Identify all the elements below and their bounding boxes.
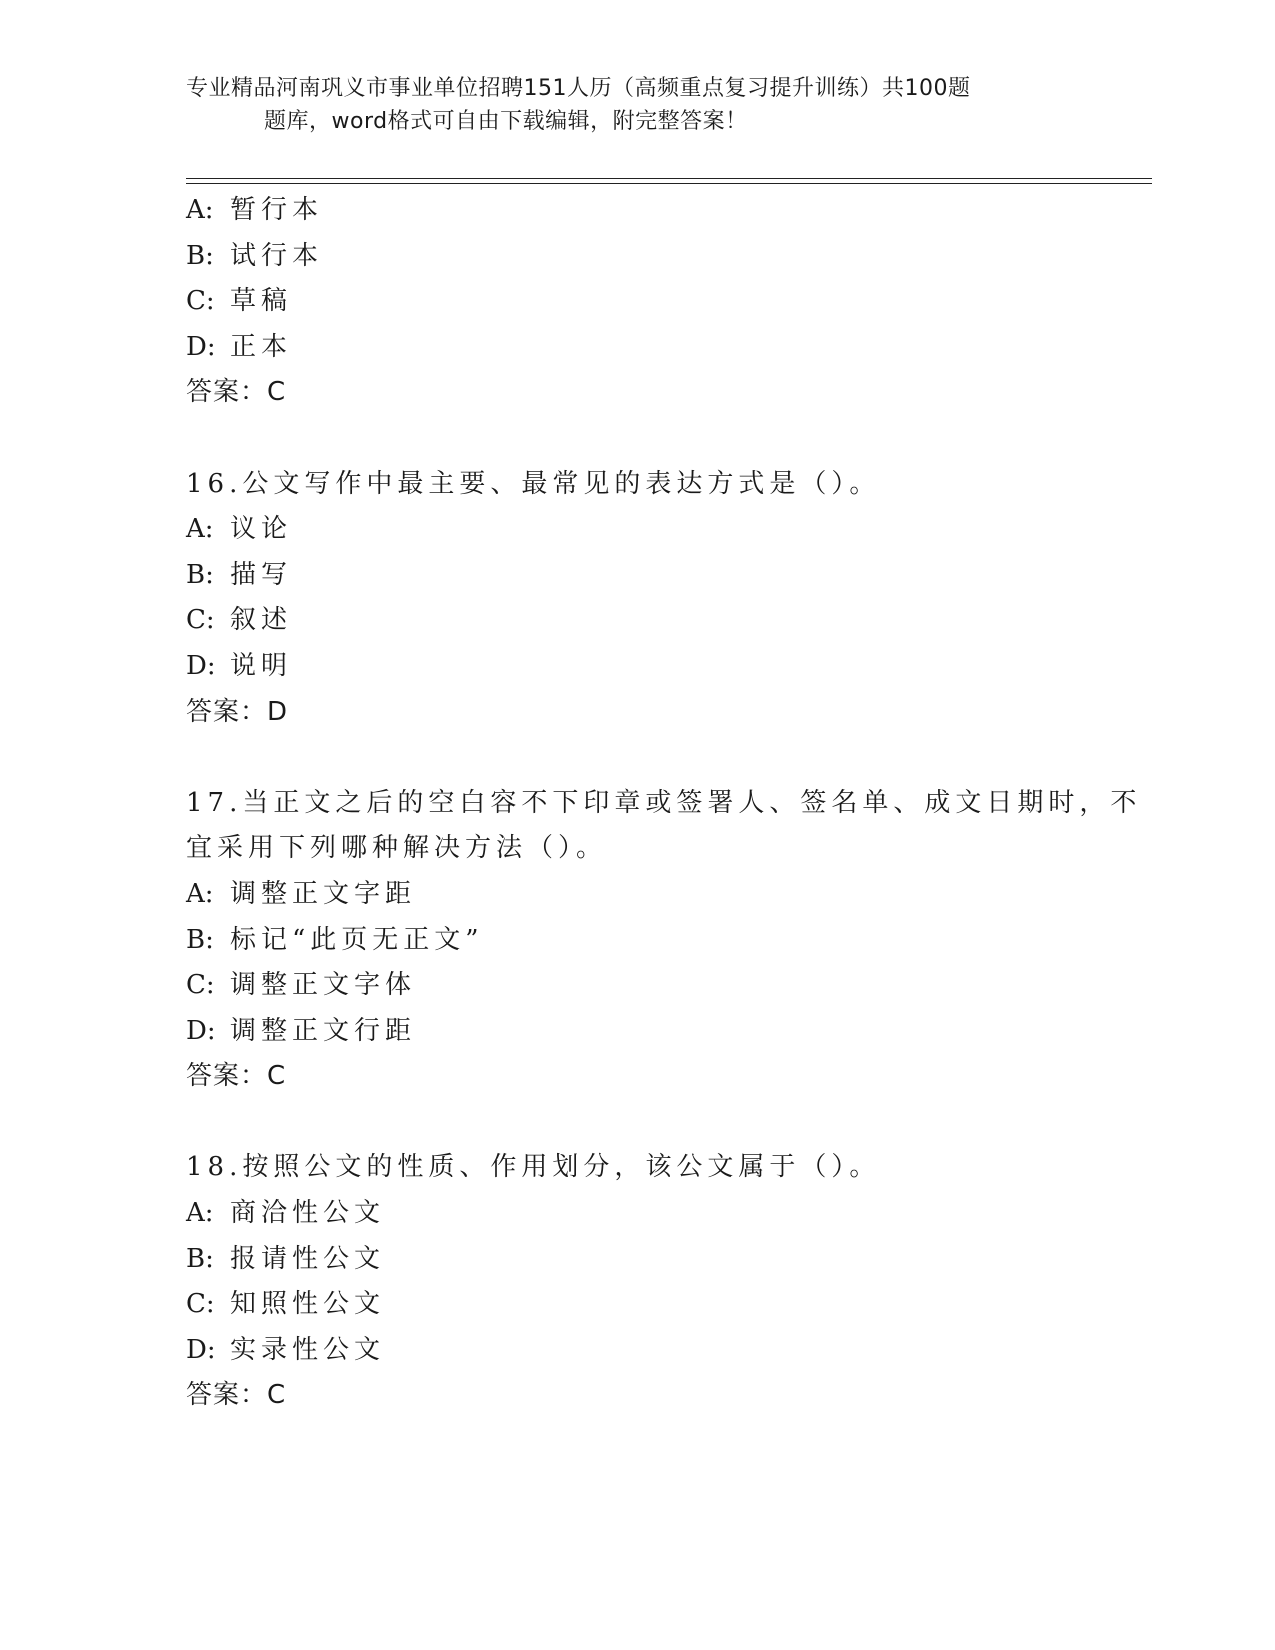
spacer (186, 1100, 1136, 1146)
option-label: A: (186, 195, 214, 225)
question-stem: 18.按照公文的性质、作用划分，该公文属于（）。 (186, 1152, 881, 1183)
option-text: 说明 (230, 650, 293, 681)
option-c (186, 598, 1136, 644)
option-d (186, 644, 1136, 690)
option-a (186, 1191, 1136, 1237)
header-rule-top (186, 178, 1152, 179)
question-stem: 17.当正文之后的空白容不下印章或签署人、签名单、成文日期时，不 (186, 787, 1142, 818)
option-text: 草稿 (230, 286, 293, 317)
option-text: 叙述 (230, 605, 293, 636)
option-label: D: (186, 1015, 216, 1046)
option-b (186, 1237, 1136, 1283)
option-label: C: (186, 970, 215, 1001)
option-b (186, 553, 1136, 599)
option-label: D: (186, 650, 216, 681)
option-text: 调整正文行距 (230, 1015, 417, 1046)
header-title-line-1: 专业精品河南巩义市事业单位招聘151人历（高频重点复习提升训练）共100题 (186, 76, 971, 101)
option-text: 报请性公文 (230, 1243, 386, 1274)
spacer (186, 416, 1136, 462)
option-label: B: (186, 559, 214, 590)
option-text: 实录性公文 (230, 1334, 386, 1365)
document-header (186, 72, 1076, 138)
option-text: 知照性公文 (230, 1289, 386, 1320)
option-text: 正本 (230, 331, 293, 362)
option-label: B: (186, 240, 214, 271)
option-label: C: (186, 1289, 215, 1320)
option-text: 描写 (230, 559, 293, 590)
spacer (186, 735, 1136, 781)
option-text: 试行本 (230, 240, 324, 271)
option-a (186, 188, 1136, 234)
question-stem: 16.公文写作中最主要、最常见的表达方式是（）。 (186, 468, 881, 499)
option-d (186, 1009, 1136, 1055)
option-label: C: (186, 286, 215, 317)
question-17 (186, 781, 1142, 1100)
question-18 (186, 1145, 1136, 1419)
answer-line: 答案：D (186, 696, 289, 727)
option-text: 商洽性公文 (230, 1198, 386, 1229)
option-c (186, 963, 1136, 1009)
option-label: A: (186, 878, 214, 909)
question-content (186, 188, 1142, 1419)
continued-question (186, 188, 1136, 416)
option-a (186, 872, 1136, 918)
header-title-line-2: 题库，word格式可自由下载编辑，附完整答案！ (264, 109, 748, 134)
option-b (186, 918, 1136, 964)
option-label: B: (186, 1243, 214, 1274)
answer-line: 答案：C (186, 1380, 287, 1411)
option-text: 调整正文字距 (230, 878, 417, 909)
option-text: 标记“此页无正文” (230, 924, 484, 955)
question-16 (186, 462, 1136, 736)
option-d (186, 325, 1136, 371)
option-c (186, 1282, 1136, 1328)
option-label: A: (186, 514, 214, 545)
option-label: C: (186, 605, 215, 636)
question-stem-continued: 宜采用下列哪种解决方法（）。 (186, 833, 608, 864)
option-label: D: (186, 1334, 216, 1365)
option-label: A: (186, 1198, 214, 1229)
answer-line: 答案：C (186, 377, 287, 408)
option-text: 议论 (230, 514, 293, 545)
option-label: D: (186, 331, 216, 362)
option-b (186, 234, 1136, 280)
option-label: B: (186, 924, 214, 955)
header-rule-bottom (186, 183, 1152, 184)
option-text: 调整正文字体 (230, 970, 417, 1001)
option-d (186, 1328, 1136, 1374)
answer-line: 答案：C (186, 1061, 287, 1092)
option-a (186, 507, 1136, 553)
option-text: 暂行本 (230, 195, 324, 225)
option-c (186, 279, 1136, 325)
